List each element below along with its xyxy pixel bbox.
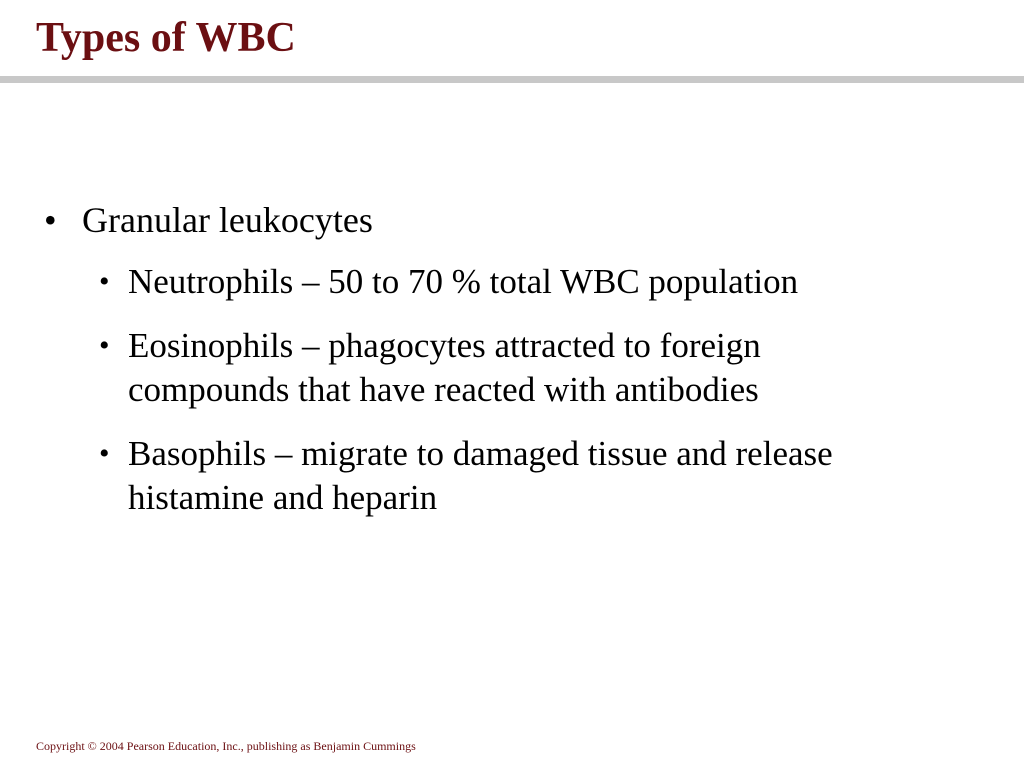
sub-bullet-text: Neutrophils – 50 to 70 % total WBC population <box>128 262 799 301</box>
slide-title: Types of WBC <box>36 15 296 61</box>
bullet-dot: • <box>99 265 110 298</box>
copyright-footer: Copyright © 2004 Pearson Education, Inc., publishing as Benjamin Cummings <box>36 739 416 753</box>
sub-bullet-basophils <box>99 432 919 520</box>
bullet-text: Granular leukocytes <box>82 200 373 240</box>
bullet-dot: • <box>99 329 110 362</box>
sub-bullet-text: Eosinophils – phagocytes attracted to foreign compounds that have reacted with antibodies <box>128 326 761 409</box>
sub-bullet-text: Basophils – migrate to damaged tissue and release histamine and heparin <box>128 434 833 517</box>
title-divider <box>0 76 1024 83</box>
slide-content <box>44 198 944 540</box>
bullet-granular-leukocytes <box>44 198 944 242</box>
bullet-dot: • <box>99 437 110 470</box>
sub-bullet-neutrophils <box>99 260 919 304</box>
sub-bullet-list <box>99 260 944 520</box>
sub-bullet-eosinophils <box>99 324 919 412</box>
bullet-dot: • <box>44 200 57 240</box>
